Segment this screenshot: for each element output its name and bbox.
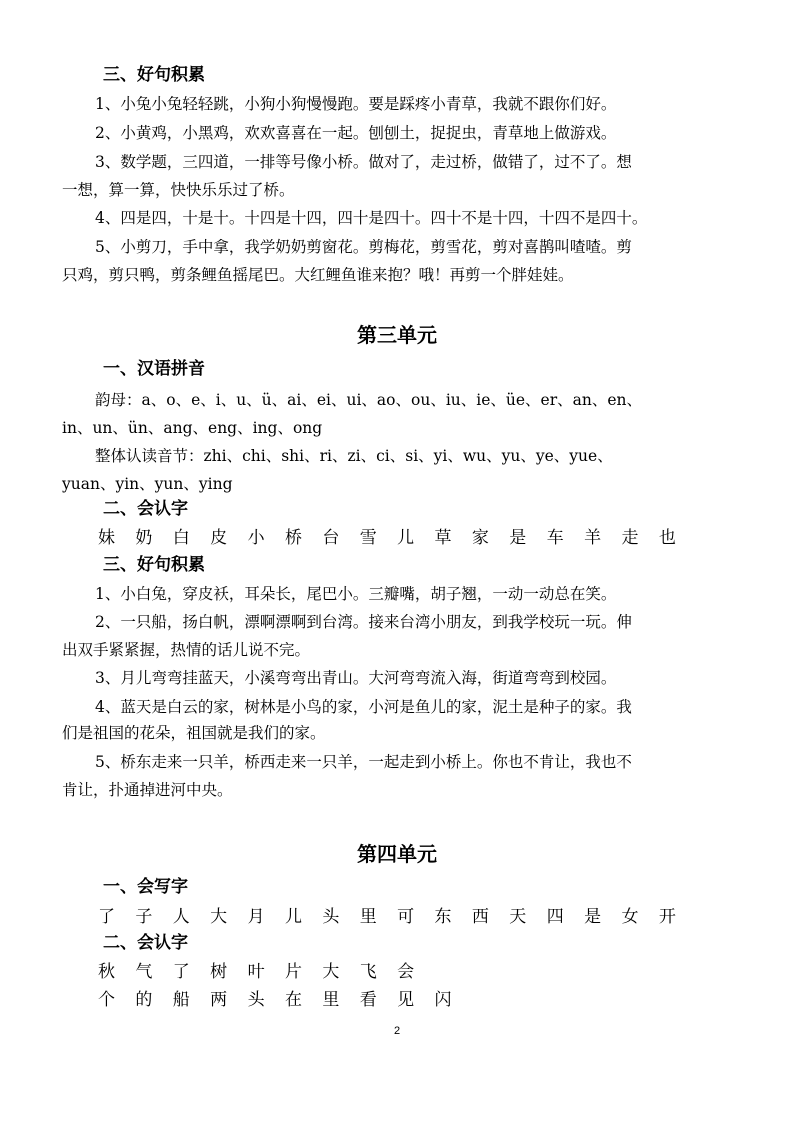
- char-item: 见: [397, 990, 415, 1010]
- char-item: 小: [247, 528, 265, 548]
- page-number: 2: [393, 1025, 401, 1037]
- char-item: 秋: [98, 962, 115, 982]
- char-item: 羊: [584, 528, 602, 548]
- recognize-char-row-1: [98, 961, 738, 983]
- char-item: 皮: [210, 528, 228, 548]
- char-item: 开: [658, 907, 676, 927]
- sentence-5-line-1: 5、小剪刀，手中拿，我学奶奶剪窗花。剪梅花，剪雪花，剪对喜鹊叫喳喳。剪: [95, 238, 632, 256]
- recognize-char-row: [98, 527, 738, 549]
- char-item: 台: [322, 528, 340, 548]
- section-heading-recognize: 二、会认字: [103, 499, 188, 519]
- char-item: 东: [434, 907, 452, 927]
- char-item: 在: [284, 990, 302, 1010]
- sentence-1: 1、小兔小兔轻轻跳，小狗小狗慢慢跑。要是踩疼小青草，我就不跟你们好。: [95, 95, 617, 113]
- section-heading-write: 一、会写字: [103, 877, 188, 897]
- char-item: 片: [284, 962, 302, 982]
- char-item: 叶: [247, 962, 265, 982]
- char-item: 女: [621, 907, 639, 927]
- char-item: 桥: [284, 528, 302, 548]
- u3-sentence-4-line-1: 4、蓝天是白云的家，树林是小鸟的家，小河是鱼儿的家，泥土是种子的家。我: [95, 698, 632, 716]
- recognize-char-row-2: [98, 989, 738, 1011]
- zhengti-line-2: yuan、yin、yun、ying: [62, 475, 233, 493]
- char-item: 天: [509, 907, 527, 927]
- u3-sentence-4-line-2: 们是祖国的花朵，祖国就是我们的家。: [62, 724, 326, 742]
- yunmu-line-2: in、un、ün、ang、eng、ing、ong: [62, 419, 323, 437]
- char-item: 个: [98, 990, 115, 1010]
- char-item: 了: [98, 907, 115, 927]
- char-item: 也: [658, 528, 676, 548]
- char-item: 儿: [397, 528, 415, 548]
- char-item: 会: [397, 962, 415, 982]
- zhengti-line-1: 整体认读音节：zhi、chi、shi、ri、zi、ci、si、yi、wu、yu、ye、yue、: [95, 447, 613, 465]
- char-item: 闪: [434, 990, 452, 1010]
- char-item: 里: [359, 907, 377, 927]
- char-item: 气: [135, 962, 153, 982]
- char-item: 奶: [135, 528, 153, 548]
- u3-sentence-2-line-1: 2、一只船，扬白帆，漂啊漂啊到台湾。接来台湾小朋友，到我学校玩一玩。伸: [95, 613, 632, 631]
- unit-4-title: 第四单元: [357, 842, 437, 866]
- char-item: 是: [584, 907, 602, 927]
- char-item: 大: [210, 907, 228, 927]
- sentence-3-line-2: 一想，算一算，快快乐乐过了桥。: [62, 181, 295, 199]
- u3-sentence-3: 3、月儿弯弯挂蓝天，小溪弯弯出青山。大河弯弯流入海，街道弯弯到校园。: [95, 669, 617, 687]
- char-item: 可: [397, 907, 415, 927]
- section-heading-sentences: 三、好句积累: [103, 65, 205, 85]
- sentence-2: 2、小黄鸡，小黑鸡，欢欢喜喜在一起。刨刨土，捉捉虫，青草地上做游戏。: [95, 124, 617, 142]
- u3-sentence-5-line-2: 肯让，扑通掉进河中央。: [62, 781, 233, 799]
- char-item: 飞: [359, 962, 377, 982]
- char-item: 里: [322, 990, 340, 1010]
- char-item: 人: [172, 907, 190, 927]
- char-item: 船: [172, 990, 190, 1010]
- char-item: 看: [359, 990, 377, 1010]
- char-item: 家: [471, 528, 489, 548]
- char-item: 是: [509, 528, 527, 548]
- section-heading-recognize-u4: 二、会认字: [103, 933, 188, 953]
- char-item: 妹: [98, 528, 115, 548]
- char-item: 子: [135, 907, 153, 927]
- write-char-row: [98, 906, 738, 928]
- char-item: 头: [322, 907, 340, 927]
- sentence-5-line-2: 只鸡，剪只鸭，剪条鲤鱼摇尾巴。大红鲤鱼谁来抱？哦！再剪一个胖娃娃。: [62, 266, 574, 284]
- u3-sentence-5-line-1: 5、桥东走来一只羊，桥西走来一只羊，一起走到小桥上。你也不肯让，我也不: [95, 753, 632, 771]
- unit-3-title: 第三单元: [357, 323, 437, 347]
- section-heading-pinyin: 一、汉语拼音: [103, 359, 205, 379]
- yunmu-line-1: 韵母：a、o、e、i、u、ü、ai、ei、ui、ao、ou、iu、ie、üe、er、an、en、: [95, 391, 643, 409]
- u3-sentence-1: 1、小白兔，穿皮袄，耳朵长，尾巴小。三瓣嘴，胡子翘，一动一动总在笑。: [95, 585, 617, 603]
- char-item: 白: [172, 528, 190, 548]
- sentence-4: 4、四是四，十是十。十四是十四，四十是四十。四十不是十四，十四不是四十。: [95, 209, 648, 227]
- char-item: 了: [172, 962, 190, 982]
- char-item: 雪: [359, 528, 377, 548]
- sentence-3-line-1: 3、数学题，三四道，一排等号像小桥。做对了，走过桥，做错了，过不了。想: [95, 153, 632, 171]
- char-item: 车: [546, 528, 564, 548]
- char-item: 大: [322, 962, 340, 982]
- char-item: 西: [471, 907, 489, 927]
- char-item: 月: [247, 907, 265, 927]
- section-heading-sentences-u3: 三、好句积累: [103, 555, 205, 575]
- char-item: 儿: [284, 907, 302, 927]
- char-item: 两: [210, 990, 228, 1010]
- char-item: 四: [546, 907, 564, 927]
- char-item: 的: [135, 990, 153, 1010]
- char-item: 头: [247, 990, 265, 1010]
- char-item: 草: [434, 528, 452, 548]
- char-item: 树: [210, 962, 228, 982]
- char-item: 走: [621, 528, 639, 548]
- u3-sentence-2-line-2: 出双手紧紧握，热情的话儿说不完。: [62, 641, 311, 659]
